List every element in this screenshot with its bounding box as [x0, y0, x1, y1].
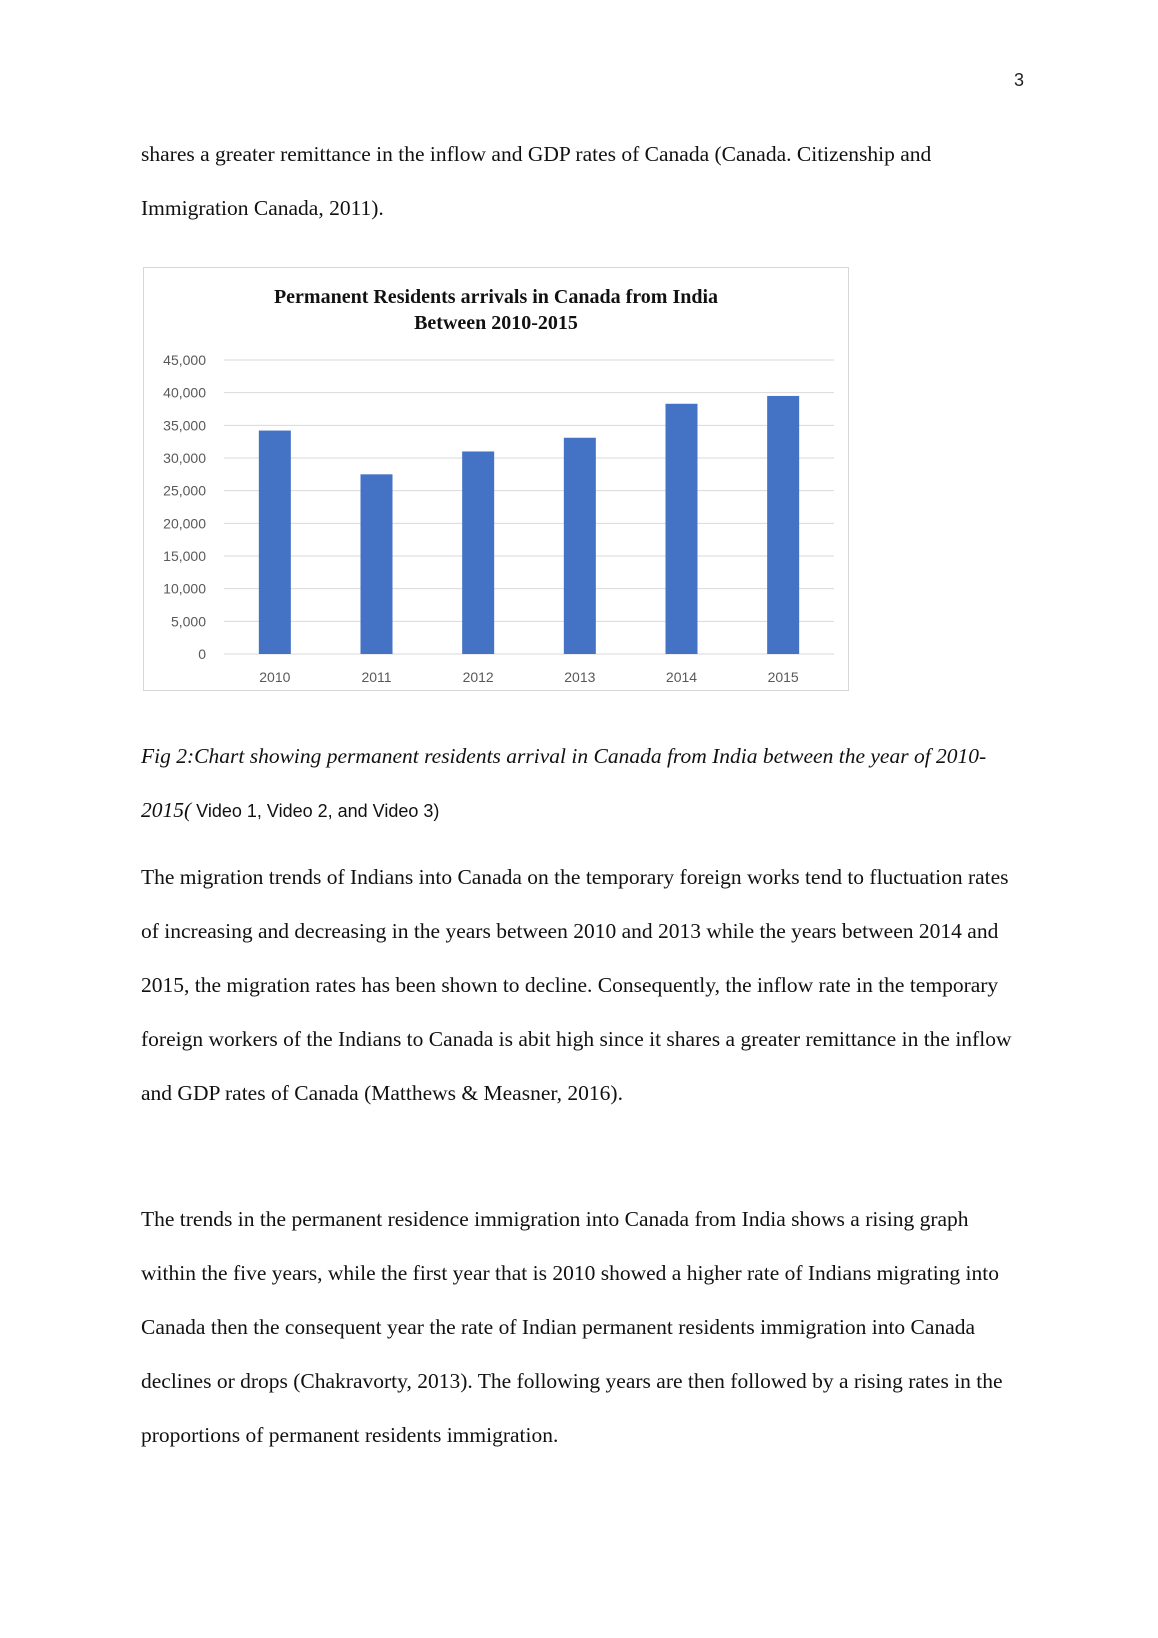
- x-tick-label: 2014: [665, 669, 698, 685]
- caption-sources: Video 1, Video 2, and Video 3): [191, 801, 440, 821]
- bar-2015: [767, 396, 799, 654]
- y-tick-label: 10,000: [163, 580, 206, 597]
- paragraph-intro: shares a greater remittance in the inflow and GDP rates of Canada (Canada. Citizenship and Immigration Canada, 2011).: [141, 142, 932, 220]
- y-tick-label: 0: [198, 646, 206, 662]
- bar-2010: [259, 431, 291, 654]
- x-axis-ticks: [259, 669, 799, 685]
- bar-2013: [564, 438, 596, 654]
- x-tick-label: 2010: [259, 669, 291, 685]
- bar-chart: [143, 267, 849, 691]
- y-tick-label: 5,000: [170, 613, 206, 630]
- y-tick-label: 45,000: [163, 352, 206, 368]
- page-number: 3: [1013, 70, 1024, 90]
- chart-gridlines: [224, 360, 834, 654]
- chart-title-line-1: Permanent Residents arrivals in Canada from India: [273, 286, 719, 308]
- x-tick-label: 2013: [564, 669, 596, 685]
- chart-title-line-2: Between 2010-2015: [414, 312, 578, 334]
- paragraph-permanent-residents: The trends in the permanent residence immigration into Canada from India shows a rising graph within the five years, while the first year that is 2010 showed a higher rate of Indians migrating into Canada then the consequent year the rate of Indian permanent residents immigration into Canada declines or drops (Chakravorty, 2013). The following years are then followed by a rising rates in the proportions of permanent residents immigration.: [141, 1207, 1003, 1447]
- x-tick-label: 2012: [462, 669, 494, 685]
- y-axis-ticks: [163, 352, 206, 662]
- y-tick-label: 25,000: [163, 482, 206, 499]
- bar-2012: [462, 451, 494, 654]
- chart-canvas: [144, 268, 848, 690]
- bar-2014: [666, 404, 698, 654]
- x-tick-label: 2015: [767, 669, 799, 685]
- caption-italic: Fig 2:Chart showing permanent residents arrival in Canada from India between the year of 2010-2015(: [141, 744, 987, 822]
- y-tick-label: 35,000: [163, 417, 206, 434]
- paragraph-temporary-workers: The migration trends of Indians into Canada on the temporary foreign works tend to fluctuation rates of increasing and decreasing in the years between 2010 and 2013 while the years between 2014 and 2015, the migration rates has been shown to decline. Consequently, the inflow rate in the temporary foreign workers of the Indians to Canada is abit high since it shares a greater remittance in the inflow and GDP rates of Canada (Matthews & Measner, 2016).: [141, 865, 1012, 1105]
- y-tick-label: 20,000: [163, 515, 206, 532]
- chart-bars: [259, 396, 799, 654]
- figure-caption: [141, 729, 1021, 838]
- y-tick-label: 15,000: [163, 548, 206, 564]
- x-tick-label: 2011: [361, 669, 392, 685]
- bar-2011: [361, 474, 393, 654]
- y-tick-label: 40,000: [163, 384, 206, 401]
- y-tick-label: 30,000: [163, 450, 206, 466]
